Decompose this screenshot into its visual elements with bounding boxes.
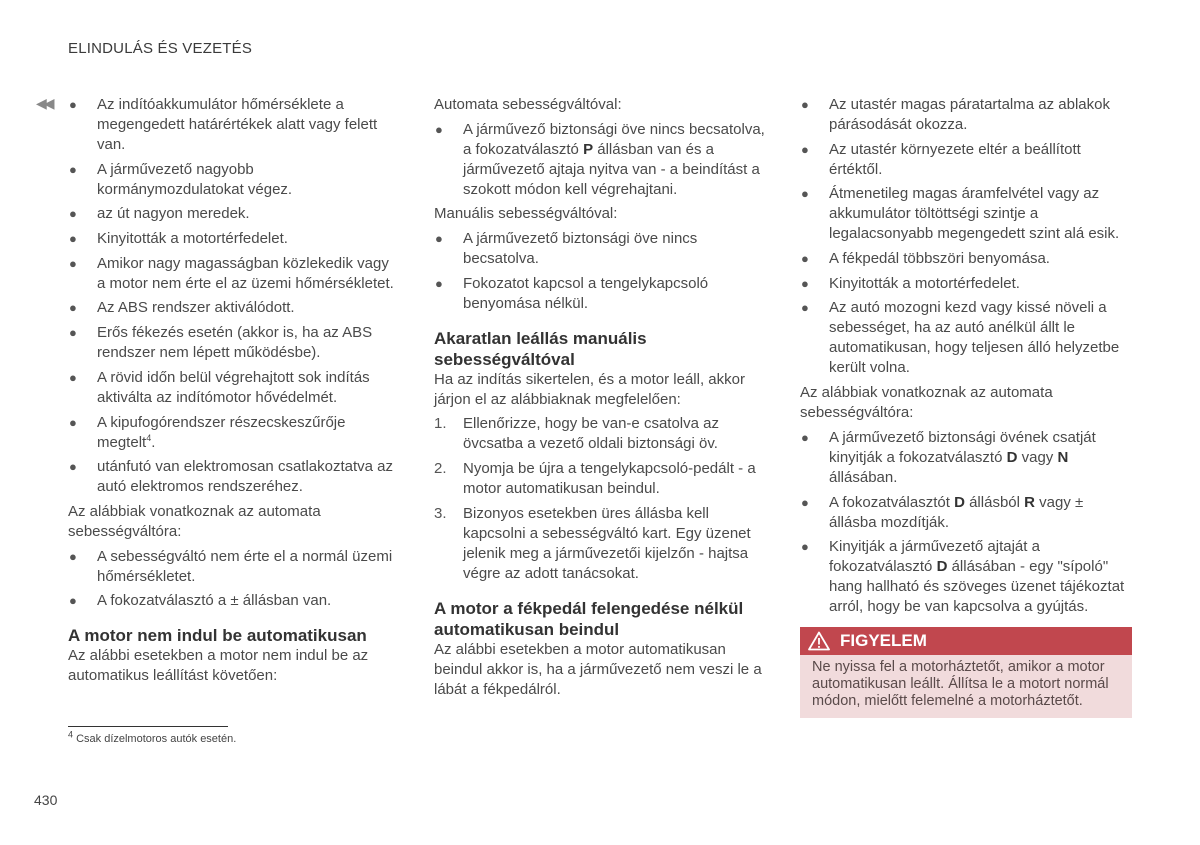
bullet-icon: ● xyxy=(69,255,77,271)
list-item: ● A fékpedál többszöri benyomása. xyxy=(801,250,1050,268)
bullet-icon: ● xyxy=(69,97,77,112)
list-item: ● Az indítóakkumulátor hőmérséklete a megengedett határértékek alatt vagy felett van. xyxy=(69,96,378,153)
bullet-icon: ● xyxy=(801,97,809,112)
bullet-icon: ● xyxy=(69,300,77,316)
section-heading: A motor a fékpedál felengedése nélkül automatikusan beindul xyxy=(434,598,744,639)
paragraph: Az alábbiak vonatkoznak az automata sebességváltóra: xyxy=(800,384,1053,422)
bullet-list xyxy=(68,95,398,497)
bullet-list xyxy=(434,229,774,314)
bullet-list xyxy=(800,95,1132,378)
bullet-icon: ● xyxy=(435,121,443,137)
warning-title: FIGYELEM xyxy=(840,631,927,651)
page-number: 430 xyxy=(34,792,58,808)
warning-box xyxy=(800,627,1132,718)
bullet-icon: ● xyxy=(801,300,809,316)
list-item: ● A kipufogórendszer részecskeszűrője megtelt$^4$. xyxy=(69,413,346,451)
double-chevron-left-icon[interactable]: ◀◀ xyxy=(36,95,52,111)
list-item: 1. Ellenőrizze, hogy be van-e csatolva az övcsatba a vezető oldali biztonsági öv. xyxy=(434,415,719,453)
bullet-icon: ● xyxy=(801,539,809,555)
bullet-icon: ● xyxy=(69,206,77,222)
column-1 xyxy=(68,95,398,691)
bullet-icon: ● xyxy=(69,325,77,341)
paragraph: Ha az indítás sikertelen, és a motor leáll, akkor járjon el az alábbiaknak megfelelően: xyxy=(434,370,745,408)
bullet-icon: ● xyxy=(801,251,809,267)
list-item: ● A sebességváltó nem érte el a normál üzemi hőmérsékletet. xyxy=(69,547,393,585)
column-2 xyxy=(434,95,774,705)
column-3 xyxy=(800,95,1132,718)
section-heading: A motor nem indul be automatikusan xyxy=(68,626,367,646)
list-item: ● Kinyitották a motortérfedelet. xyxy=(801,274,1020,292)
bullet-list xyxy=(68,547,398,612)
bullet-icon: ● xyxy=(69,459,77,475)
list-item: ● A járművezető nagyobb kormánymozdulatokat végez. xyxy=(69,160,293,198)
bullet-icon: ● xyxy=(801,141,809,157)
bullet-icon: ● xyxy=(69,548,77,564)
list-item: ● A járművezető biztonsági öve nincs becsatolva. xyxy=(435,230,698,268)
paragraph: Az alábbi esetekben a motor automatikusan beindul akkor is, ha a járművezető nem veszi le a lábát a fékpedálról. xyxy=(434,640,762,698)
bullet-icon: ● xyxy=(801,275,809,291)
bullet-icon: ● xyxy=(69,414,77,430)
numbered-list xyxy=(434,414,774,583)
bullet-icon: ● xyxy=(801,494,809,510)
footnote-divider xyxy=(68,726,228,727)
list-item: 3. Bizonyos esetekben üres állásba kell kapcsolni a sebességváltó kart. Egy üzenet jelenik meg a járművezetői kijelzőn - hajtsa végre az adott tanácsokat. xyxy=(434,504,751,582)
list-item: ● Átmenetileg magas áramfelvétel vagy az akkumulátor töltöttségi szintje a legalacsonyabb megengedett szint alá esik. xyxy=(801,185,1120,243)
list-item: ● Az utastér környezete eltér a beállított értéktől. xyxy=(801,140,1081,178)
list-item: ● Az autó mozogni kezd vagy kissé növeli a sebességet, ha az autó anélkül állt le automatikusan, hogy teljesen álló helyzetbe került volna. xyxy=(801,299,1120,377)
list-item: ● Fokozatot kapcsol a tengelykapcsoló benyomása nélkül. xyxy=(435,274,709,312)
paragraph: Az alábbi esetekben a motor nem indul be az automatikus leállítást követően: xyxy=(68,647,369,685)
list-item: ● Amikor nagy magasságban közlekedik vagy a motor nem érte el az üzemi hőmérsékletet. xyxy=(69,254,394,292)
paragraph: Automata sebességváltóval: xyxy=(434,96,622,113)
paragraph: Az alábbiak vonatkoznak az automata sebességváltóra: xyxy=(68,502,321,540)
paragraph: Manuális sebességváltóval: xyxy=(434,205,618,223)
bullet-icon: ● xyxy=(435,231,443,247)
bullet-list xyxy=(434,120,774,200)
list-item: ● Az utastér magas páratartalma az ablakok párásodását okozza. xyxy=(801,96,1110,133)
list-item: ● A fokozatválasztó a ± állásban van. xyxy=(69,592,332,610)
warning-triangle-icon xyxy=(808,631,830,651)
bullet-icon: ● xyxy=(69,593,77,609)
bullet-icon: ● xyxy=(801,429,809,445)
list-item: ● utánfutó van elektromosan csatlakoztatva az autó elektromos rendszeréhez. xyxy=(69,458,394,496)
list-item: ● A rövid időn belül végrehajtott sok indítás aktiválta az indítómotor hővédelmét. xyxy=(69,368,370,406)
bullet-icon: ● xyxy=(435,275,443,291)
page-header: ELINDULÁS ÉS VEZETÉS xyxy=(68,40,253,57)
list-item: ● Erős fékezés esetén (akkor is, ha az ABS rendszer nem lépett működésbe). xyxy=(69,324,373,362)
bullet-icon: ● xyxy=(69,369,77,385)
list-item: ● Az ABS rendszer aktiválódott. xyxy=(69,299,295,317)
list-item: ● A fokozatválasztót D állásból R vagy ± állásba mozdítják. xyxy=(801,493,1084,531)
bullet-icon: ● xyxy=(801,186,809,202)
list-item: ● A járművezető biztonsági övének csatját kinyitják a fokozatválasztó D vagy N állásában. xyxy=(801,428,1096,486)
footnote-ref[interactable]: 4 xyxy=(146,432,152,443)
footnote: $^4$ Csak dízelmotoros autók esetén. xyxy=(68,729,237,745)
section-heading: Akaratlan leállás manuális sebességváltóval xyxy=(434,328,647,369)
list-item: 2. Nyomja be újra a tengelykapcsoló-pedált - a motor automatikusan beindul. xyxy=(434,460,756,498)
bullet-icon: ● xyxy=(69,161,77,177)
list-item: ● Kinyitják a járművezető ajtaját a fokozatválasztó D állásában - egy "sípoló" hang hallható és szöveges üzenet tájékoztat arról, hogy be van kapcsolva a gyújtás. xyxy=(801,538,1125,616)
list-item: ● A járművező biztonsági öve nincs becsatolva, a fokozatválasztó P állásban van és a járművezető ajtaja nyitva van - a beindítást a szokott módon kell végrehajtani. xyxy=(435,120,765,198)
bullet-icon: ● xyxy=(69,231,77,247)
bullet-list xyxy=(800,428,1132,617)
warning-header xyxy=(800,627,1132,655)
list-item: ● az út nagyon meredek. xyxy=(69,205,250,223)
warning-text: Ne nyissa fel a motorháztetőt, amikor a motor automatikusan leállt. Állítsa le a motort normál módon, mielőtt felemelné a motorháztetőt. xyxy=(800,655,1132,718)
list-item: ● Kinyitották a motortérfedelet. xyxy=(69,230,288,248)
